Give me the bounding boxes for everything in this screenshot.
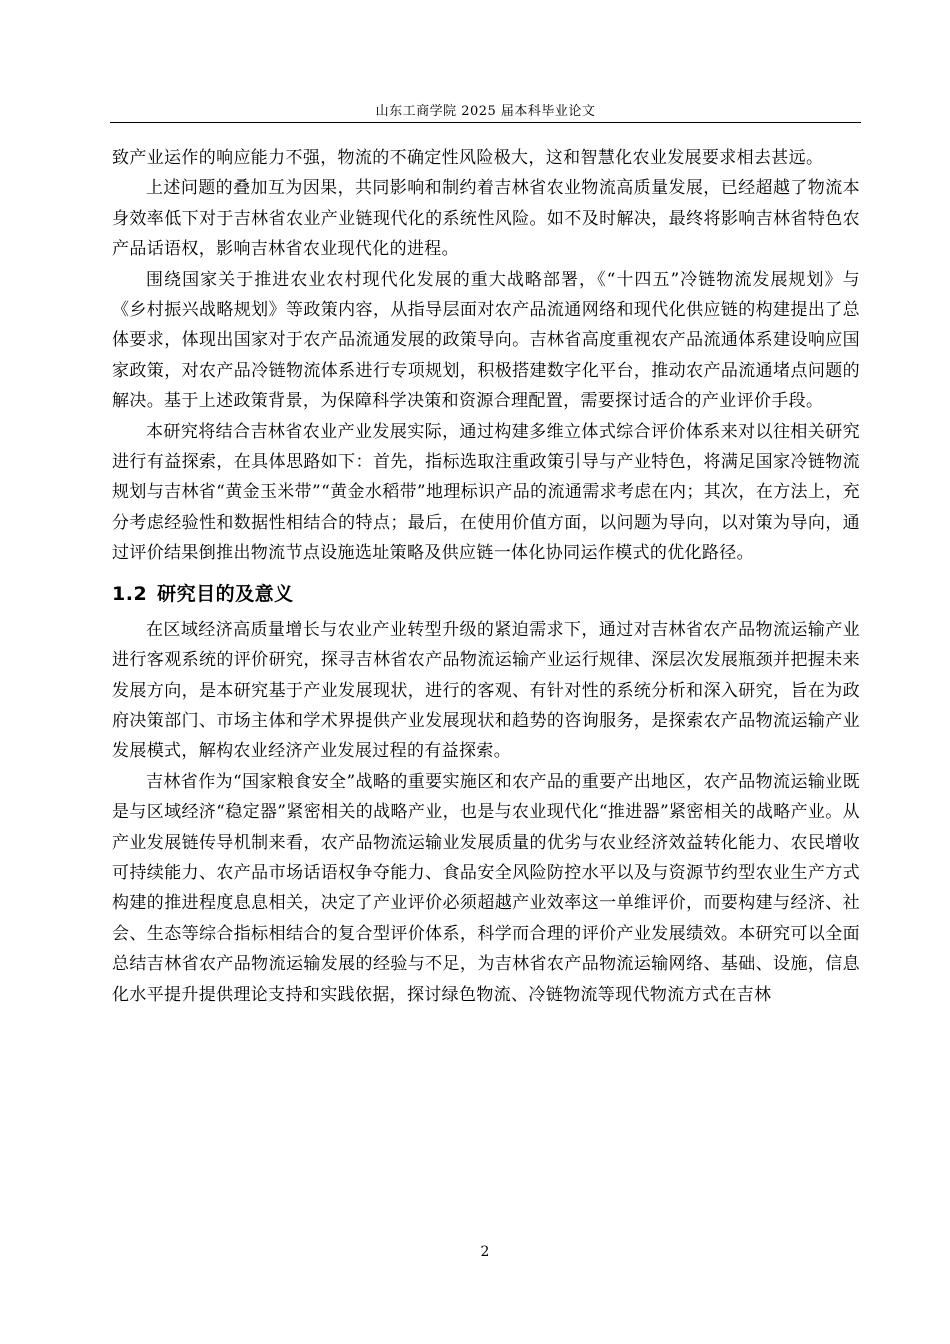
- paragraph: 围绕国家关于推进农业农村现代化发展的重大战略部署，《“十四五”冷链物流发展规划》与《乡村振兴战略规划》等政策内容，从指导层面对农产品流通网络和现代化供应链的构建提出了总体要求，体现出国家对于农产品流通发展的政策导向。吉林省高度重视农产品流通体系建设响应国家政策，对农产品冷链物流体系进行专项规划，积极搭建数字化平台，推动农产品流通堵点问题的解决。基于上述政策背景，为保障科学决策和资源合理配置，需要探讨适合的产业评价手段。: [112, 269, 860, 412]
- section-number: 1.2: [112, 582, 148, 605]
- document-body: [112, 143, 860, 1010]
- header-rule: [110, 122, 861, 123]
- page-number: 2: [480, 1244, 490, 1260]
- paragraph: 在区域经济高质量增长与农业产业转型升级的紧迫需求下，通过对吉林省农产品物流运输产业进行客观系统的评价研究，探寻吉林省农产品物流运输产业运行规律、深层次发展瓶颈并把握未来发展方向，是本研究基于产业发展现状，进行的客观、有针对性的系统分析和深入研究，旨在为政府决策部门、市场主体和学术界提供产业发展现状和趋势的咨询服务，是探索农产品物流运输产业发展模式，解构农业经济产业发展过程的有益探索。: [112, 619, 860, 762]
- paragraph: 吉林省作为“国家粮食安全”战略的重要实施区和农产品的重要产出地区，农产品物流运输业既是与区域经济“稳定器”紧密相关的战略产业，也是与农业现代化“推进器”紧密相关的战略产业。从产业发展链传导机制来看，农产品物流运输业发展质量的优劣与农业经济效益转化能力、农民增收可持续能力、农产品市场话语权争夺能力、食品安全风险防控水平以及与资源节约型农业生产方式构建的推进程度息息相关，决定了产业评价必须超越产业效率这一单维评价，而要构建与经济、社会、生态等综合指标相结合的复合型评价体系，科学而合理的评价产业发展绩效。本研究可以全面总结吉林省农产品物流运输发展的经验与不足，为吉林省农产品物流运输网络、基础、设施，信息化水平提升提供理论支持和实践依据，探讨绿色物流、冷链物流等现代物流方式在吉林: [112, 771, 860, 1005]
- section-heading: [112, 579, 860, 609]
- paragraph: 上述问题的叠加互为因果，共同影响和制约着吉林省农业物流高质量发展，已经超越了物流本身效率低下对于吉林省农业产业链现代化的系统性风险。如不及时解决，最终将影响吉林省特色农产品话语权，影响吉林省农业现代化的进程。: [112, 178, 860, 260]
- paragraph-continued: 致产业运作的响应能力不强，物流的不确定性风险极大，这和智慧化农业发展要求相去甚远。: [112, 148, 824, 168]
- section-title: 研究目的及意义: [157, 582, 294, 605]
- running-header: 山东工商学院 2025 届本科毕业论文: [375, 104, 596, 119]
- paragraph: 本研究将结合吉林省农业产业发展实际，通过构建多维立体式综合评价体系来对以往相关研究进行有益探索，在具体思路如下：首先，指标选取注重政策引导与产业特色，将满足国家冷链物流规划与吉林省“黄金玉米带”“黄金水稻带”地理标识产品的流通需求考虑在内；其次，在方法上，充分考虑经验性和数据性相结合的特点；最后，在使用价值方面，以问题为导向，以对策为导向，通过评价结果倒推出物流节点设施选址策略及供应链一体化协同运作模式的优化路径。: [112, 421, 860, 564]
